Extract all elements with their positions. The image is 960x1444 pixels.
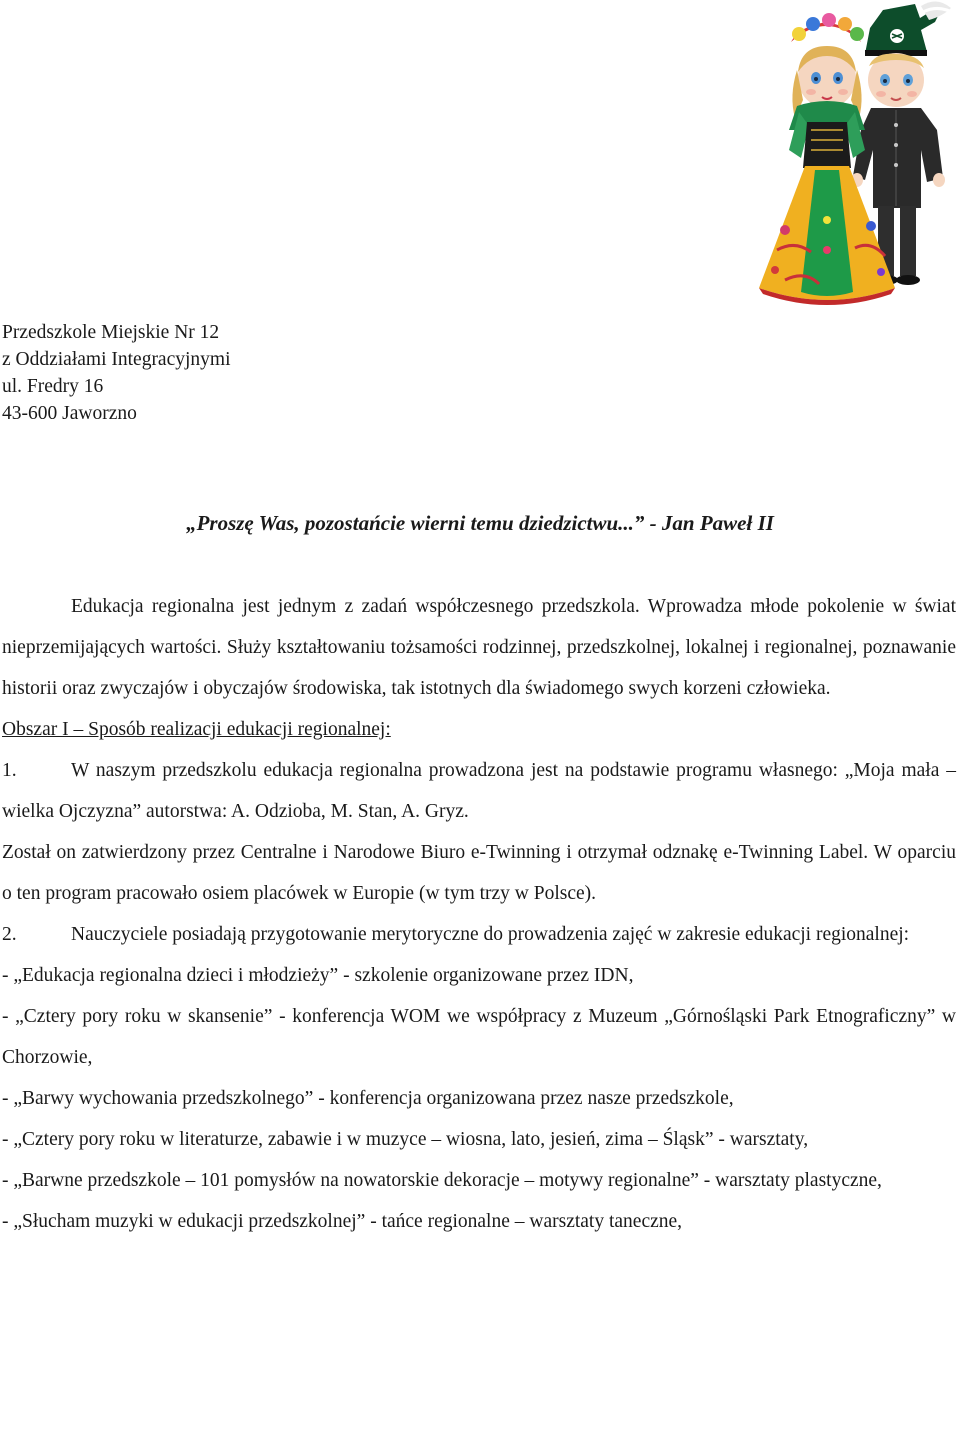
list-item: - „Edukacja regionalna dzieci i młodzieży” - szkolenie organizowane przez IDN, xyxy=(2,965,634,986)
address-line-2: z Oddziałami Integracyjnymi xyxy=(2,349,231,370)
address-line-3: ul. Fredry 16 xyxy=(2,376,104,397)
regional-dolls-icon xyxy=(715,0,960,312)
item-2 xyxy=(2,914,956,955)
item-2-number: 2. xyxy=(2,924,17,945)
address-block xyxy=(2,319,231,427)
item-1-number: 1. xyxy=(2,760,17,781)
address-line-1: Przedszkole Miejskie Nr 12 xyxy=(2,322,220,343)
list-item: - „Barwy wychowania przedszkolnego” - konferencja organizowana przez nasze przedszkole, xyxy=(2,1088,734,1109)
address-line-4: 43-600 Jaworzno xyxy=(2,403,137,424)
motto-quote: „Proszę Was, pozostańcie wierni temu dziedzictwu...” - Jan Paweł II xyxy=(186,511,774,535)
section-heading: Obszar I – Sposób realizacji edukacji regionalnej: xyxy=(2,719,391,740)
list-item: - „Słucham muzyki w edukacji przedszkolnej” - tańce regionalne – warsztaty taneczne, xyxy=(2,1211,683,1232)
document-body xyxy=(2,586,956,1242)
item-1 xyxy=(2,750,956,832)
item-2-text: Nauczyciele posiadają przygotowanie merytoryczne do prowadzenia zajęć w zakresie edukacji regionalnej: xyxy=(71,924,910,945)
intro-paragraph: Edukacja regionalna jest jednym z zadań współczesnego przedszkola. Wprowadza młode pokolenie w świat nieprzemijających wartości. Służy kształtowaniu tożsamości rodzinnej, przedszkolnej, lokalnej i regionalnej, poznawanie historii oraz zwyczajów i obyczajów środowiska, tak istotnych dla świadomego swych korzeni człowieka. xyxy=(2,596,956,699)
list-item: - „Cztery pory roku w skansenie” - konferencja WOM we współpracy z Muzeum „Górnośląski Park Etnograficzny” w Chorzowie, xyxy=(2,1006,956,1068)
item-1-continuation: Został on zatwierdzony przez Centralne i Narodowe Biuro e-Twinning i otrzymał odznakę e-Twinning Label. W oparciu o ten program pracowało osiem placówek w Europie (w tym trzy w Polsce). xyxy=(2,842,956,904)
item-1-text: W naszym przedszkolu edukacja regionalna prowadzona jest na podstawie programu własnego: „Moja mała – wielka Ojczyzna” autorstwa: A. Odzioba, M. Stan, A. Gryz. xyxy=(2,760,956,822)
list-item: - „Cztery pory roku w literaturze, zabawie i w muzyce – wiosna, lato, jesień, zima – Śląsk” - warsztaty, xyxy=(2,1129,809,1150)
list-item: - „Barwne przedszkole – 101 pomysłów na nowatorskie dekoracje – motywy regionalne” - warsztaty plastyczne, xyxy=(2,1170,882,1191)
